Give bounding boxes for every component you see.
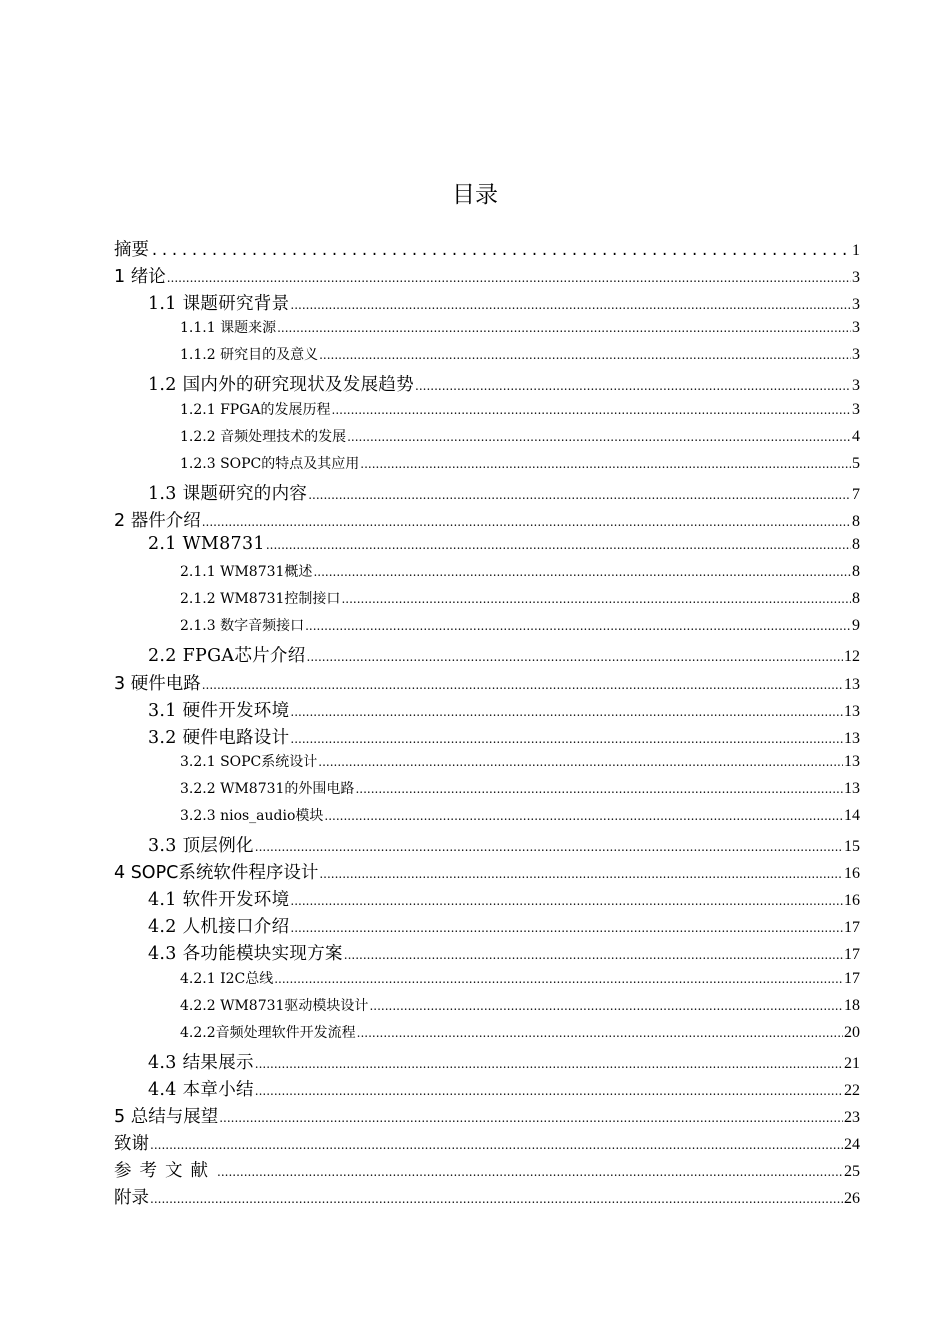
toc-entry[interactable]: [114, 588, 860, 615]
dot-leader: [255, 840, 843, 854]
toc-entry[interactable]: [114, 913, 860, 940]
toc-entry-label: 摘要: [114, 240, 149, 260]
toc-entry-label: 2.1.1 WM8731概述: [180, 564, 313, 581]
toc-entry-page: 21: [844, 1054, 860, 1072]
toc-entry-label: 3.2.3 nios_audio模块: [180, 807, 324, 824]
toc-entry[interactable]: [114, 371, 860, 398]
toc-entry-label: 2 器件介绍: [114, 510, 201, 531]
toc-entry[interactable]: [114, 886, 860, 913]
toc-entry[interactable]: [114, 1076, 860, 1103]
toc-entry-label: 4.3 各功能模块实现方案: [148, 944, 343, 965]
toc-entry[interactable]: [114, 751, 860, 778]
dot-leader: [290, 921, 843, 935]
dot-leader: [357, 1026, 843, 1040]
toc-entry[interactable]: [114, 344, 860, 371]
toc-entry[interactable]: [114, 778, 860, 805]
toc-entry-label: 4.2.2 WM8731驱动模块设计: [180, 997, 369, 1014]
toc-entry-label: 3.3 顶层例化: [148, 836, 254, 857]
toc-entry-page: 12: [844, 648, 860, 666]
dot-leader: [167, 271, 851, 285]
toc-entry[interactable]: [114, 1022, 860, 1049]
toc-entry-page: 13: [844, 779, 860, 797]
toc-entry[interactable]: [114, 724, 860, 751]
dot-leader: [290, 894, 843, 908]
dot-leader: [219, 1111, 843, 1125]
toc-entry[interactable]: [114, 480, 860, 507]
dot-leader: [307, 650, 843, 664]
toc-entry-page: 1: [852, 242, 860, 259]
toc-entry-page: 18: [844, 996, 860, 1014]
toc-entry[interactable]: [114, 453, 860, 480]
dot-leader: [150, 1138, 843, 1152]
dot-leader: [150, 243, 851, 260]
toc-entry-page: 23: [844, 1109, 860, 1126]
toc-entry-page: 3: [852, 400, 860, 418]
toc-entry-page: 3: [852, 319, 860, 337]
toc-entry-page: 17: [844, 969, 860, 987]
toc-entry-page: 16: [844, 865, 860, 883]
toc-entry[interactable]: [114, 399, 860, 426]
toc-entry-label: 1.2.3 SOPC的特点及其应用: [180, 455, 360, 472]
toc-entry-page: 3: [852, 296, 860, 314]
toc-entry[interactable]: [114, 697, 860, 724]
toc-entry-page: 17: [844, 946, 860, 964]
toc-entry[interactable]: [114, 1049, 860, 1076]
dot-leader: [308, 488, 851, 502]
toc-entry[interactable]: [114, 832, 860, 859]
toc-entry[interactable]: [114, 995, 860, 1022]
toc-entry-label: 1.1.1 课题来源: [180, 320, 277, 337]
toc-entry-page: 22: [844, 1081, 860, 1099]
toc-entry-label: 2.1.3 数字音频接口: [180, 618, 305, 635]
toc-entry-page: 3: [852, 346, 860, 364]
toc-entry-label: 3.2.1 SOPC系统设计: [180, 753, 318, 770]
toc-entry-page: 13: [844, 752, 860, 770]
toc-entry-label: 附录: [114, 1188, 149, 1209]
toc-entry-page: 7: [852, 485, 860, 503]
toc-entry-label: 4.2 人机接口介绍: [148, 917, 290, 938]
toc-entry-page: 13: [844, 702, 860, 720]
toc-entry-page: 8: [852, 590, 860, 608]
toc-entry[interactable]: [114, 1130, 860, 1157]
toc-entry[interactable]: [114, 290, 860, 317]
toc-entry-label: 5 总结与展望: [114, 1107, 219, 1127]
toc-entry[interactable]: [114, 236, 860, 263]
toc-entry[interactable]: [114, 317, 860, 344]
toc-entry-label: 4.1 软件开发环境: [148, 890, 290, 911]
toc-entry[interactable]: [114, 507, 860, 534]
toc-entry-label: 2.2 FPGA芯片介绍: [148, 646, 306, 667]
toc-entry-label: 1.3 课题研究的内容: [148, 483, 308, 504]
dot-leader: [324, 809, 843, 823]
toc-entry-label: 2.1.2 WM8731控制接口: [180, 591, 341, 608]
toc-entry-label: 1.1.2 研究目的及意义: [180, 347, 319, 364]
dot-leader: [313, 565, 851, 579]
dot-leader: [290, 298, 851, 312]
toc-entry-page: 8: [852, 536, 860, 554]
dot-leader: [360, 457, 851, 471]
toc-entry-label: 4.2.1 I2C总线: [180, 970, 274, 987]
toc-entry-label: 1.2.1 FPGA的发展历程: [180, 401, 331, 418]
toc-entry-page: 3: [852, 269, 860, 287]
dot-leader: [355, 782, 843, 796]
toc-entry[interactable]: [114, 1184, 860, 1211]
dot-leader: [274, 972, 843, 986]
dot-leader: [277, 321, 851, 335]
toc-entry[interactable]: [114, 534, 860, 561]
toc-entry-page: 25: [844, 1163, 860, 1181]
toc-entry-label: 致谢: [114, 1134, 149, 1155]
toc-entry[interactable]: [114, 859, 860, 886]
toc-entry-label: 4.4 本章小结: [148, 1079, 254, 1100]
toc-entry-page: 20: [844, 1023, 860, 1041]
dot-leader: [344, 948, 843, 962]
dot-leader: [150, 1192, 843, 1206]
toc-entry-page: 8: [852, 512, 860, 530]
toc-entry-page: 14: [844, 806, 860, 824]
dot-leader: [290, 732, 843, 746]
toc-entry-label: 1.2 国内外的研究现状及发展趋势: [148, 375, 414, 396]
toc-entry-page: 13: [844, 675, 860, 693]
toc-entry-label: 1.1 课题研究背景: [148, 294, 290, 315]
toc-entry[interactable]: [114, 561, 860, 588]
dot-leader: [319, 867, 843, 881]
toc-entry[interactable]: [114, 426, 860, 453]
toc-entry[interactable]: [114, 805, 860, 832]
page-title: 目录: [452, 182, 498, 208]
toc-entry[interactable]: [114, 1103, 860, 1130]
toc-entry-page: 15: [844, 838, 860, 856]
toc-entry[interactable]: [114, 940, 860, 967]
dot-leader: [255, 1057, 843, 1071]
toc-entry-label: 3.1 硬件开发环境: [148, 700, 290, 721]
dot-leader: [319, 348, 851, 362]
toc-entry-label: 3 硬件电路: [114, 673, 201, 694]
dot-leader: [332, 403, 852, 417]
dot-leader: [266, 538, 851, 552]
toc-entry-label: 3.2 硬件电路设计: [148, 727, 290, 748]
dot-leader: [305, 619, 851, 633]
toc-entry-label: 参考文献: [114, 1161, 216, 1182]
toc-entry-page: 26: [844, 1190, 860, 1208]
toc-entry-label: 2.1 WM8731: [148, 534, 265, 555]
dot-leader: [369, 999, 843, 1013]
table-of-contents: [114, 236, 860, 1211]
toc-entry[interactable]: [114, 1157, 860, 1184]
toc-entry-page: 16: [844, 892, 860, 910]
toc-entry[interactable]: [114, 263, 860, 290]
toc-entry-page: 24: [844, 1136, 860, 1154]
dot-leader: [341, 592, 851, 606]
toc-entry-label: 4.2.2音频处理软件开发流程: [180, 1024, 356, 1041]
toc-entry[interactable]: [114, 670, 860, 697]
dot-leader: [202, 678, 843, 692]
dot-leader: [347, 430, 851, 444]
toc-entry-page: 17: [844, 919, 860, 937]
toc-entry-label: 4 SOPC系统软件程序设计: [114, 863, 319, 884]
dot-leader: [318, 755, 843, 769]
dot-leader: [202, 515, 851, 529]
toc-entry-label: 1 绪论: [114, 267, 166, 288]
dot-leader: [415, 379, 851, 393]
toc-entry-page: 13: [844, 729, 860, 747]
toc-entry[interactable]: [114, 615, 860, 642]
toc-entry-page: 4: [852, 427, 860, 445]
dot-leader: [290, 705, 843, 719]
toc-entry-page: 3: [852, 377, 860, 395]
toc-entry-page: 9: [852, 617, 860, 635]
toc-entry-label: 4.3 结果展示: [148, 1052, 254, 1073]
toc-entry[interactable]: [114, 968, 860, 995]
toc-entry-label: 1.2.2 音频处理技术的发展: [180, 428, 347, 445]
toc-entry-page: 5: [852, 454, 860, 472]
toc-entry-label: 3.2.2 WM8731的外围电路: [180, 780, 355, 797]
dot-leader: [255, 1084, 843, 1098]
dot-leader: [217, 1165, 843, 1179]
toc-entry-page: 8: [852, 563, 860, 581]
toc-entry[interactable]: [114, 642, 860, 669]
